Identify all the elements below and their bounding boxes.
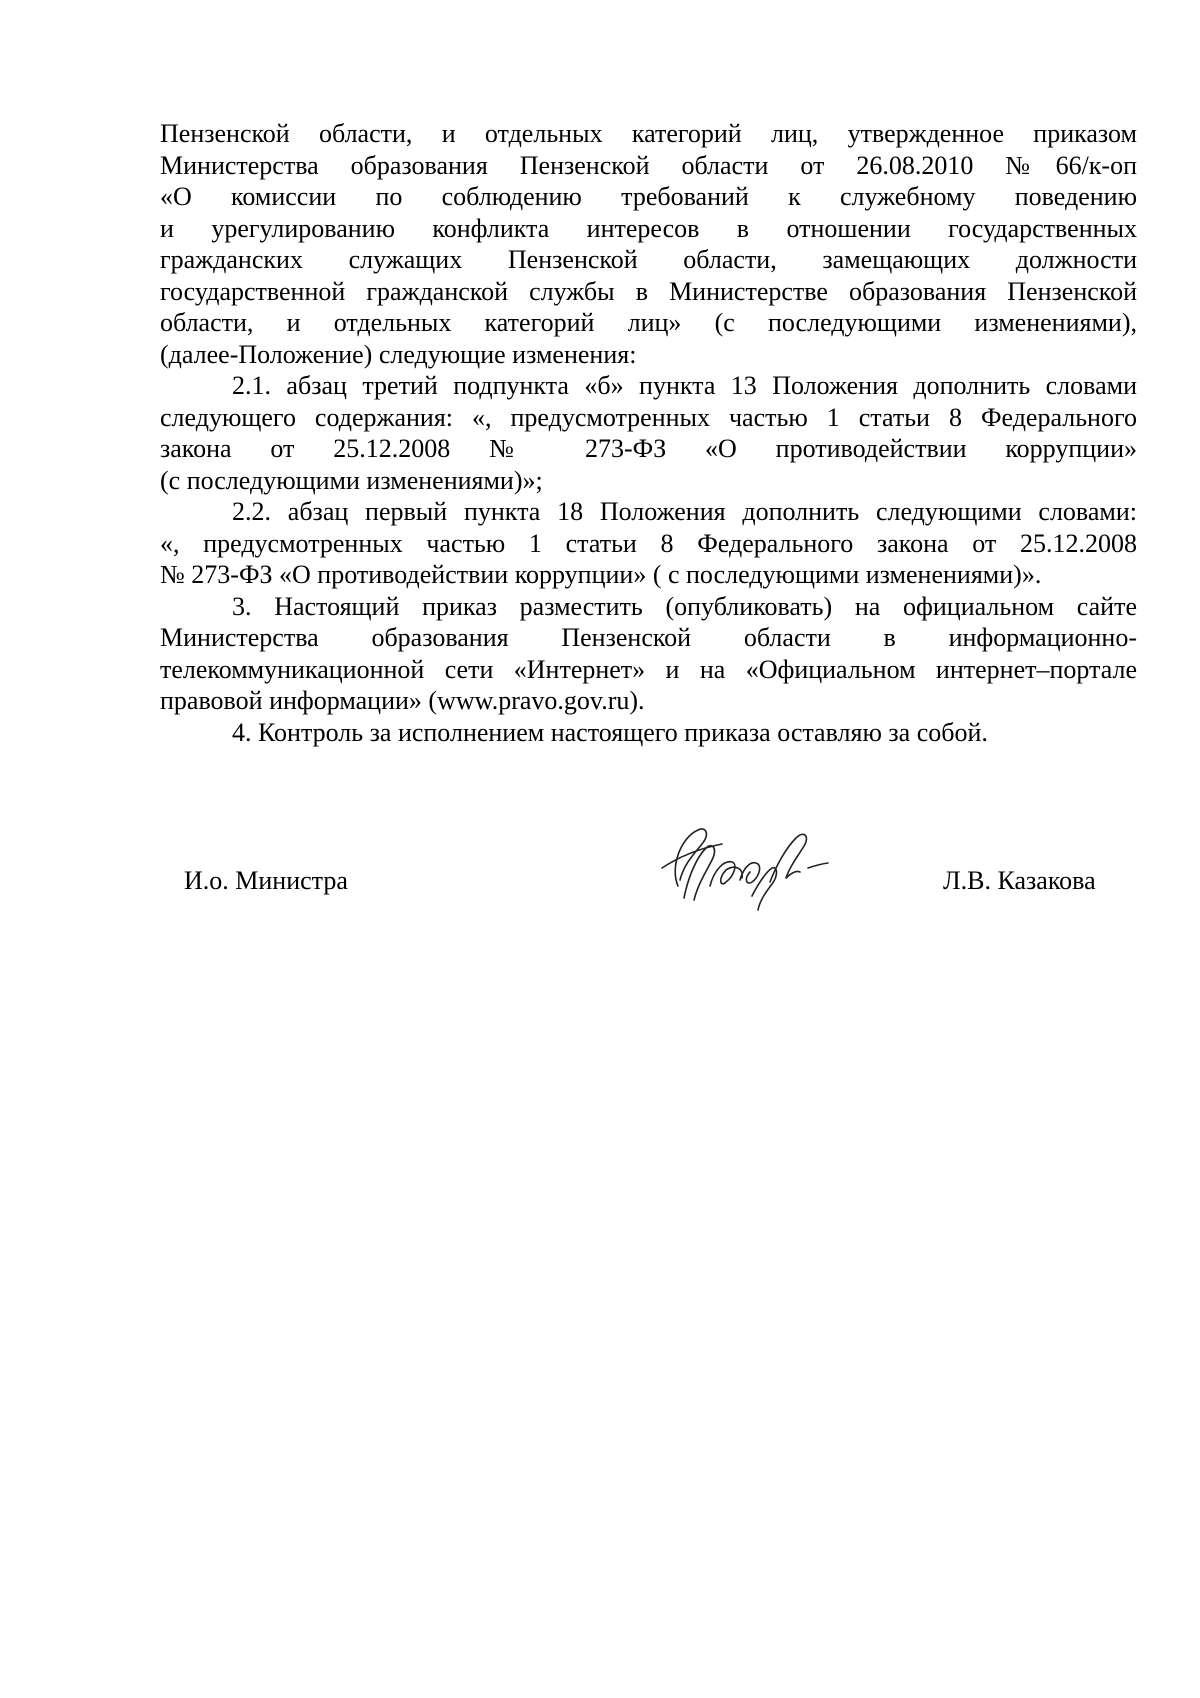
text-line: телекоммуникационной сети «Интернет» и на «Официальном интернет–портале bbox=[160, 654, 1137, 684]
signatory-position: И.о. Министра bbox=[184, 866, 348, 895]
signatory-name: Л.В. Казакова bbox=[943, 866, 1096, 895]
document-body-text bbox=[160, 118, 1137, 748]
text-line: Министерства образования Пензенской области от 26.08.2010 №66/к-оп bbox=[160, 150, 1137, 180]
signature-block bbox=[0, 808, 1200, 928]
text-line: Министерства образования Пензенской области в информационно- bbox=[160, 623, 1137, 652]
text-line: 3. Настоящий приказ разместить (опубликовать) на официальном сайте bbox=[232, 591, 1137, 621]
text-line: гражданских служащих Пензенской области, замещающих должности bbox=[160, 245, 1137, 274]
text-line: и урегулированию конфликта интересов в отношении государственных bbox=[160, 213, 1137, 243]
handwritten-signature bbox=[640, 808, 840, 918]
text-line: следующего содержания: «, предусмотренных частью 1 статьи 8 Федерального bbox=[160, 402, 1137, 432]
text-line: (далее-Положение) следующие изменения: bbox=[160, 339, 637, 369]
text-line: № 273-ФЗ «О противодействии коррупции» ( с последующими изменениями)». bbox=[160, 560, 1042, 589]
text-line: (с последующими изменениями)»; bbox=[160, 465, 543, 495]
text-line: «, предусмотренных частью 1 статьи 8 Федерального закона от 25.12.2008 bbox=[160, 528, 1137, 558]
text-line: правовой информации» (www.pravo.gov.ru). bbox=[160, 686, 645, 715]
text-line: области, и отдельных категорий лиц» (с последующими изменениями), bbox=[160, 308, 1137, 337]
text-line: 2.1. абзац третий подпункта «б» пункта 13 Положения дополнить словами bbox=[232, 371, 1137, 400]
text-line: «О комиссии по соблюдению требований к служебному поведению bbox=[160, 182, 1137, 211]
text-line: Пензенской области, и отдельных категорий лиц, утвержденное приказом bbox=[160, 119, 1137, 148]
text-line: 4. Контроль за исполнением настоящего приказа оставляю за собой. bbox=[232, 717, 988, 747]
text-line: закона от 25.12.2008 № 273-ФЗ «О противодействии коррупции» bbox=[160, 434, 1137, 463]
text-line: государственной гражданской службы в Министерстве образования Пензенской bbox=[160, 276, 1137, 306]
text-line: 2.2. абзац первый пункта 18 Положения дополнить следующими словами: bbox=[232, 497, 1137, 526]
